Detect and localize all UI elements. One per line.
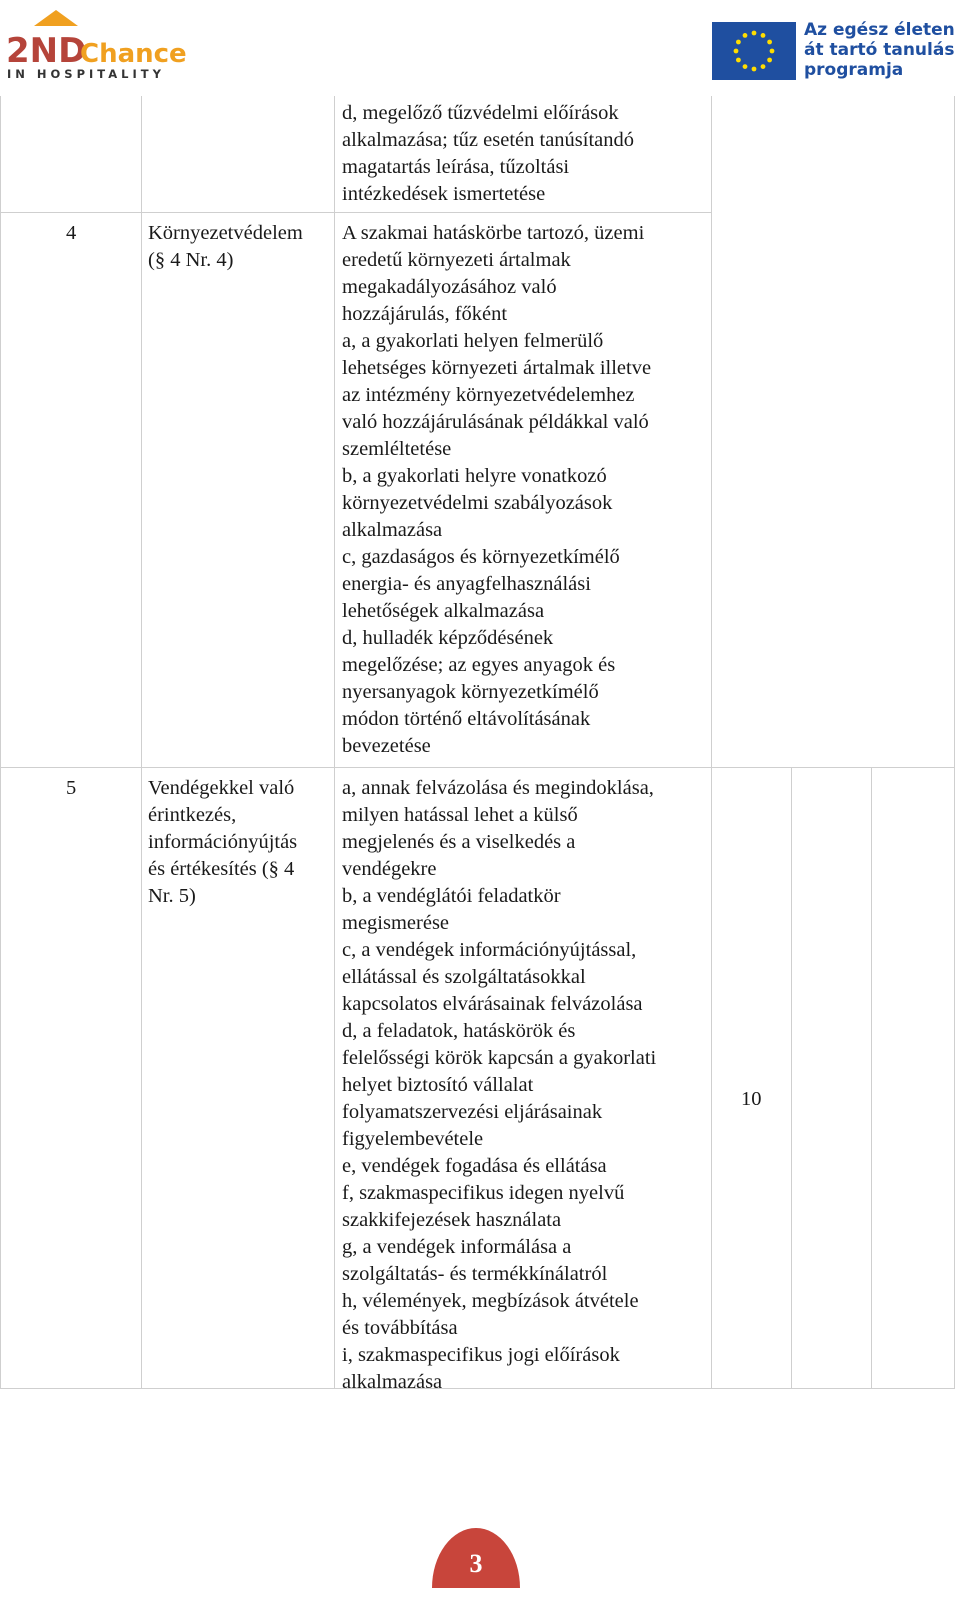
table-row-number: 5 [66, 777, 77, 799]
grid-line [334, 96, 335, 1388]
grid-line [954, 96, 955, 1388]
grid-line [871, 768, 872, 1388]
table-row-topic: Környezetvédelem (§ 4 Nr. 4) [148, 222, 303, 271]
programme-line-1: Az egész életen [804, 20, 955, 40]
page-number-badge: 3 [432, 1528, 520, 1588]
logo-chance-text: Chance [80, 39, 187, 69]
grid-line [141, 96, 142, 1388]
programme-line-2: át tartó tanulás [804, 40, 955, 60]
table-row-content: A szakmai hatáskörbe tartozó, üzemi eredetű környezeti ártalmak megakadályozásához való hozzájárulás, főként a, a gyakorlati helyen felmerülő lehetséges környezeti ártalmak illetve az intézmény környezetvédelemhez való hozzájárulásának példákkal való szemléltetése b, a gyakorlati helyre vonatkozó környezetvédelmi szabályozások alkalmazása c, gazdaságos és környezetkímélő energia- és anyagfelhasználási lehetőségek alkalmazása d, hulladék képződésének megelőzése; az egyes anyagok és nyersanyagok környezetkímélő módon történő eltávolításának bevezetése [342, 222, 652, 757]
grid-line [0, 96, 1, 1388]
table-row-hours: 10 [741, 1088, 762, 1110]
programme-line-3: programja [804, 60, 904, 80]
table-row-topic: Vendégekkel való érintkezés, információnyújtás és értékesítés (§ 4 Nr. 5) [148, 777, 298, 907]
logo-hospitality-text: IN HOSPITALITY [7, 67, 165, 81]
grid-line [0, 767, 955, 768]
logo-2nd-text: 2ND [6, 31, 87, 71]
table-row-number: 4 [66, 222, 77, 244]
table-row-content: d, megelőző tűzvédelmi előírások alkalmazása; tűz esetén tanúsítandó magatartás leírása, tűzoltási intézkedések ismertetése [342, 102, 635, 205]
grid-line [791, 768, 792, 1388]
table-row-content: a, annak felvázolása és megindoklása, milyen hatással lehet a külső megjelenés és a viselkedés a vendégekre b, a vendéglátói feladatkör megismerése c, a vendégek információnyújtással, ellátással és szolgáltatásokkal kapcsolatos elvárásainak felvázolása d, a feladatok, hatáskörök és felelősségi körök kapcsán a gyakorlati helyet biztosító vállalat folyamatszervezési eljárásainak figyelembevétele e, vendégek fogadása és ellátása f, szakmaspecifikus idegen nyelvű szakkifejezések használata g, a vendégek informálása a szolgáltatás- és termékkínálatról h, vélemények, megbízások átvétele és továbbítása i, szakmaspecifikus jogi előírások alkalmazása [342, 777, 657, 1393]
grid-line [0, 212, 712, 213]
